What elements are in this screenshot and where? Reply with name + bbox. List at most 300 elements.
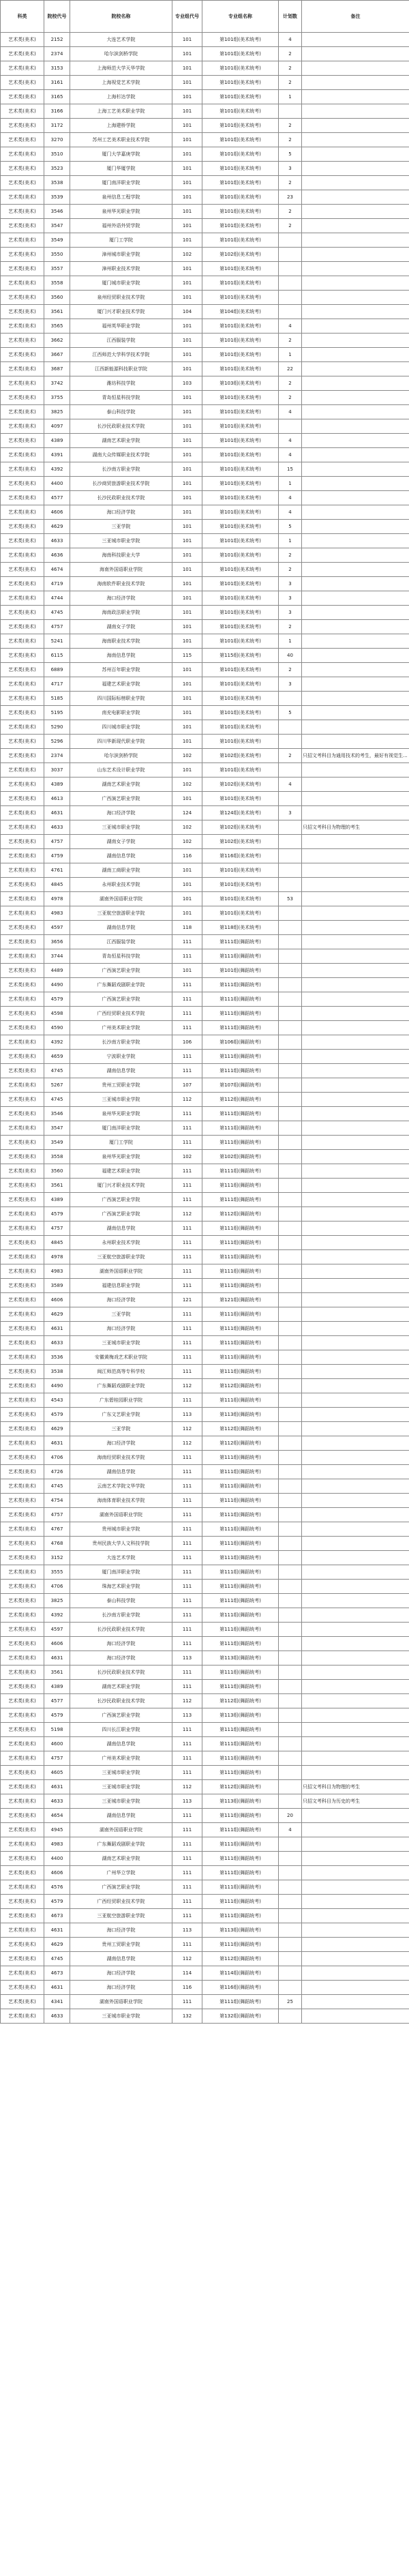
cell-plan-count <box>279 1479 302 1494</box>
cell-plan-count <box>279 1651 302 1665</box>
table-row <box>1 1465 409 1479</box>
cell-category: 艺术类(美术) <box>1 563 44 577</box>
cell-school-name: 海口经济学院 <box>70 1436 172 1451</box>
cell-remarks <box>302 1236 409 1250</box>
cell-group-name: 第111组(舞蹈统考) <box>202 1665 279 1680</box>
cell-category: 艺术类(美术) <box>1 1322 44 1336</box>
cell-plan-count: 4 <box>279 505 302 520</box>
cell-remarks <box>302 563 409 577</box>
cell-group-code: 111 <box>172 1522 202 1537</box>
cell-group-code: 102 <box>172 820 202 835</box>
cell-group-code: 101 <box>172 147 202 162</box>
cell-category: 艺术类(美术) <box>1 1766 44 1780</box>
cell-school-code: 4389 <box>44 1680 70 1694</box>
cell-group-name: 第101组(美术统考) <box>202 76 279 90</box>
cell-group-name: 第112组(舞蹈统考) <box>202 1952 279 1966</box>
cell-group-code: 111 <box>172 1508 202 1522</box>
cell-school-name: 上海工艺美术职业学院 <box>70 104 172 119</box>
cell-school-name: 泉州华光职业学院 <box>70 205 172 219</box>
cell-group-name: 第101组(美术统考) <box>202 334 279 348</box>
cell-group-name: 第102组(美术统考) <box>202 248 279 262</box>
table-row <box>1 176 409 190</box>
cell-group-name: 第111组(舞蹈统考) <box>202 1995 279 2009</box>
cell-category: 艺术类(美术) <box>1 1866 44 1880</box>
cell-remarks <box>302 849 409 863</box>
cell-school-code: 4598 <box>44 1007 70 1021</box>
table-row <box>1 906 409 921</box>
cell-school-name: 大连艺术学院 <box>70 33 172 47</box>
cell-school-name: 海口经济学院 <box>70 505 172 520</box>
cell-school-name: 广西演艺职业学院 <box>70 964 172 978</box>
table-row <box>1 1708 409 1723</box>
cell-group-code: 111 <box>172 1336 202 1350</box>
cell-category: 艺术类(美术) <box>1 1408 44 1422</box>
cell-group-code: 113 <box>172 1794 202 1809</box>
cell-school-name: 上海杉达学院 <box>70 90 172 104</box>
cell-category: 艺术类(美术) <box>1 1837 44 1852</box>
cell-group-name: 第111组(舞蹈统考) <box>202 1880 279 1895</box>
cell-plan-count <box>279 1307 302 1322</box>
cell-category: 艺术类(美术) <box>1 548 44 563</box>
table-row <box>1 1164 409 1179</box>
table-row <box>1 548 409 563</box>
table-row <box>1 1508 409 1522</box>
cell-plan-count: 1 <box>279 90 302 104</box>
cell-group-name: 第111组(舞蹈统考) <box>202 949 279 964</box>
cell-school-code: 3755 <box>44 391 70 405</box>
cell-school-code: 4341 <box>44 1995 70 2009</box>
cell-group-name: 第102组(舞蹈统考) <box>202 1150 279 1164</box>
table-row <box>1 104 409 119</box>
cell-school-name: 长沙民政职业技术学院 <box>70 1665 172 1680</box>
cell-category: 艺术类(美术) <box>1 663 44 677</box>
cell-plan-count <box>279 1293 302 1307</box>
cell-group-code: 111 <box>172 1995 202 2009</box>
cell-school-code: 4392 <box>44 1035 70 1050</box>
table-row <box>1 1322 409 1336</box>
cell-school-code: 3557 <box>44 262 70 276</box>
cell-school-code: 4745 <box>44 1952 70 1966</box>
cell-school-name: 三亚城市职业学院 <box>70 820 172 835</box>
cell-group-code: 101 <box>172 162 202 176</box>
table-row <box>1 1451 409 1465</box>
cell-group-name: 第106组(舞蹈统考) <box>202 1035 279 1050</box>
cell-group-name: 第101组(美术统考) <box>202 735 279 749</box>
cell-group-code: 111 <box>172 1494 202 1508</box>
cell-group-code: 113 <box>172 1708 202 1723</box>
cell-category: 艺术类(美术) <box>1 1136 44 1150</box>
cell-category: 艺术类(美术) <box>1 1751 44 1766</box>
cell-school-code: 4945 <box>44 1823 70 1837</box>
cell-remarks <box>302 863 409 878</box>
cell-group-name: 第111组(舞蹈统考) <box>202 1021 279 1035</box>
cell-school-code: 4631 <box>44 1436 70 1451</box>
cell-category: 艺术类(美术) <box>1 176 44 190</box>
table-row <box>1 1279 409 1293</box>
cell-remarks <box>302 1522 409 1537</box>
cell-plan-count <box>279 1508 302 1522</box>
cell-plan-count <box>279 735 302 749</box>
cell-category: 艺术类(美术) <box>1 205 44 219</box>
cell-remarks <box>302 1923 409 1938</box>
table-row <box>1 33 409 47</box>
cell-group-name: 第111组(舞蹈统考) <box>202 1164 279 1179</box>
cell-school-code: 4097 <box>44 419 70 434</box>
cell-group-name: 第101组(美术统考) <box>202 720 279 735</box>
cell-plan-count: 40 <box>279 649 302 663</box>
cell-plan-count <box>279 1150 302 1164</box>
cell-group-code: 111 <box>172 1264 202 1279</box>
cell-group-code: 111 <box>172 1909 202 1923</box>
cell-remarks <box>302 1665 409 1680</box>
cell-group-name: 第111组(舞蹈统考) <box>202 1494 279 1508</box>
cell-plan-count <box>279 1852 302 1866</box>
table-row <box>1 434 409 448</box>
cell-group-code: 101 <box>172 419 202 434</box>
cell-plan-count <box>279 1436 302 1451</box>
cell-school-code: 4490 <box>44 978 70 992</box>
table-row <box>1 376 409 391</box>
cell-group-code: 111 <box>172 1007 202 1021</box>
cell-remarks <box>302 1594 409 1608</box>
cell-plan-count <box>279 863 302 878</box>
cell-school-code: 5198 <box>44 1723 70 1737</box>
cell-group-name: 第107组(舞蹈统考) <box>202 1078 279 1093</box>
cell-group-code: 112 <box>172 1952 202 1966</box>
cell-group-code: 111 <box>172 1766 202 1780</box>
cell-school-name: 湖南工商职业学院 <box>70 863 172 878</box>
cell-plan-count: 2 <box>279 205 302 219</box>
cell-group-name: 第111组(舞蹈统考) <box>202 1307 279 1322</box>
cell-group-name: 第101组(美术统考) <box>202 176 279 190</box>
table-row <box>1 1823 409 1837</box>
cell-school-code: 4673 <box>44 1966 70 1981</box>
cell-group-code: 101 <box>172 190 202 205</box>
cell-school-code: 3538 <box>44 176 70 190</box>
table-row <box>1 1551 409 1565</box>
cell-remarks <box>302 1336 409 1350</box>
cell-remarks <box>302 1723 409 1737</box>
cell-school-name: 长沙民政职业技术学院 <box>70 1623 172 1637</box>
cell-group-name: 第101组(美术统考) <box>202 634 279 649</box>
cell-group-code: 111 <box>172 1737 202 1751</box>
cell-group-code: 111 <box>172 935 202 949</box>
cell-remarks <box>302 248 409 262</box>
cell-plan-count: 2 <box>279 548 302 563</box>
cell-group-name: 第101组(美术统考) <box>202 491 279 505</box>
cell-category: 艺术类(美术) <box>1 806 44 820</box>
cell-plan-count <box>279 1981 302 1995</box>
cell-plan-count <box>279 1422 302 1436</box>
cell-school-name: 宁波职业学院 <box>70 1050 172 1064</box>
table-row <box>1 1350 409 1365</box>
cell-category: 艺术类(美术) <box>1 1665 44 1680</box>
cell-group-code: 118 <box>172 921 202 935</box>
cell-remarks <box>302 949 409 964</box>
cell-remarks <box>302 462 409 477</box>
cell-school-code: 3549 <box>44 1136 70 1150</box>
cell-plan-count: 5 <box>279 520 302 534</box>
cell-plan-count <box>279 1551 302 1565</box>
cell-plan-count: 1 <box>279 477 302 491</box>
cell-plan-count <box>279 1179 302 1193</box>
cell-school-code: 4605 <box>44 1766 70 1780</box>
cell-school-code: 3161 <box>44 76 70 90</box>
cell-category: 艺术类(美术) <box>1 1379 44 1393</box>
cell-school-code: 4983 <box>44 1837 70 1852</box>
cell-school-code: 3172 <box>44 119 70 133</box>
cell-plan-count <box>279 233 302 248</box>
cell-group-name: 第111组(舞蹈统考) <box>202 1680 279 1694</box>
table-row <box>1 1852 409 1866</box>
cell-group-name: 第112组(舞蹈统考) <box>202 1207 279 1222</box>
cell-plan-count <box>279 1923 302 1938</box>
cell-group-code: 132 <box>172 2009 202 2024</box>
cell-group-name: 第101组(美术统考) <box>202 563 279 577</box>
cell-group-code: 101 <box>172 405 202 419</box>
cell-group-code: 111 <box>172 1222 202 1236</box>
cell-category: 艺术类(美术) <box>1 964 44 978</box>
cell-category: 艺术类(美术) <box>1 1823 44 1837</box>
cell-group-name: 第101组(美术统考) <box>202 663 279 677</box>
table-row <box>1 706 409 720</box>
cell-group-name: 第111组(舞蹈统考) <box>202 1336 279 1350</box>
cell-remarks <box>302 634 409 649</box>
cell-group-name: 第101组(舞蹈统考) <box>202 964 279 978</box>
cell-remarks <box>302 1150 409 1164</box>
cell-group-name: 第101组(美术统考) <box>202 906 279 921</box>
cell-group-name: 第111组(舞蹈统考) <box>202 1350 279 1365</box>
cell-school-code: 3546 <box>44 205 70 219</box>
cell-category: 艺术类(美术) <box>1 1565 44 1580</box>
table-row <box>1 319 409 334</box>
table-row <box>1 233 409 248</box>
table-row <box>1 835 409 849</box>
cell-remarks <box>302 1909 409 1923</box>
cell-remarks <box>302 1766 409 1780</box>
cell-plan-count <box>279 1121 302 1136</box>
cell-school-name: 永州职业技术学院 <box>70 1236 172 1250</box>
cell-remarks <box>302 1537 409 1551</box>
cell-category: 艺术类(美术) <box>1 1680 44 1694</box>
table-row <box>1 992 409 1007</box>
table-row <box>1 1150 409 1164</box>
cell-school-code: 4631 <box>44 806 70 820</box>
cell-school-name: 泉州华光职业学院 <box>70 1150 172 1164</box>
cell-school-code: 4389 <box>44 434 70 448</box>
table-row <box>1 1436 409 1451</box>
cell-school-name: 海南科技职业大学 <box>70 548 172 563</box>
cell-school-name: 三亚学院 <box>70 520 172 534</box>
cell-category: 艺术类(美术) <box>1 405 44 419</box>
cell-remarks <box>302 1035 409 1050</box>
cell-category: 艺术类(美术) <box>1 720 44 735</box>
cell-school-code: 4577 <box>44 491 70 505</box>
cell-remarks <box>302 176 409 190</box>
cell-group-code: 111 <box>172 1751 202 1766</box>
cell-remarks <box>302 706 409 720</box>
cell-group-name: 第111组(舞蹈统考) <box>202 1751 279 1766</box>
cell-group-name: 第112组(舞蹈统考) <box>202 1694 279 1708</box>
cell-plan-count: 3 <box>279 806 302 820</box>
cell-group-name: 第101组(美术统考) <box>202 419 279 434</box>
cell-category: 艺术类(美术) <box>1 1794 44 1809</box>
cell-remarks <box>302 505 409 520</box>
cell-remarks <box>302 1007 409 1021</box>
cell-school-code: 4400 <box>44 1852 70 1866</box>
cell-category: 艺术类(美术) <box>1 878 44 892</box>
cell-group-code: 111 <box>172 1236 202 1250</box>
cell-plan-count <box>279 1222 302 1236</box>
table-row <box>1 1565 409 1580</box>
cell-group-name: 第111组(舞蹈统考) <box>202 1737 279 1751</box>
cell-school-name: 湖南信息学院 <box>70 1737 172 1751</box>
cell-category: 艺术类(美术) <box>1 276 44 291</box>
cell-school-name: 厦门大学嘉庚学院 <box>70 147 172 162</box>
cell-group-name: 第101组(美术统考) <box>202 205 279 219</box>
table-row <box>1 1794 409 1809</box>
cell-category: 艺术类(美术) <box>1 448 44 462</box>
cell-group-name: 第101组(美术统考) <box>202 190 279 205</box>
table-row <box>1 1293 409 1307</box>
cell-category: 艺术类(美术) <box>1 1264 44 1279</box>
cell-category: 艺术类(美术) <box>1 419 44 434</box>
cell-group-code: 101 <box>172 663 202 677</box>
cell-category: 艺术类(美术) <box>1 1007 44 1021</box>
cell-school-name: 广西演艺职业学院 <box>70 1193 172 1207</box>
cell-school-name: 泉州华光职业学院 <box>70 1107 172 1121</box>
cell-school-code: 4717 <box>44 677 70 692</box>
cell-group-code: 101 <box>172 119 202 133</box>
table-row <box>1 1121 409 1136</box>
cell-plan-count <box>279 978 302 992</box>
cell-remarks <box>302 1981 409 1995</box>
cell-group-name: 第111组(舞蹈统考) <box>202 1522 279 1537</box>
cell-remarks <box>302 2009 409 2024</box>
cell-school-name: 三亚航空旅游职业学院 <box>70 906 172 921</box>
cell-group-code: 111 <box>172 1365 202 1379</box>
table-row <box>1 1780 409 1794</box>
cell-remarks <box>302 291 409 305</box>
cell-school-code: 4579 <box>44 1207 70 1222</box>
cell-group-name: 第111组(舞蹈统考) <box>202 1723 279 1737</box>
cell-group-name: 第111组(舞蹈统考) <box>202 1121 279 1136</box>
cell-school-code: 4754 <box>44 1494 70 1508</box>
cell-remarks <box>302 620 409 634</box>
table-row <box>1 1909 409 1923</box>
cell-plan-count: 4 <box>279 319 302 334</box>
cell-school-code: 3538 <box>44 1365 70 1379</box>
cell-plan-count <box>279 248 302 262</box>
cell-group-code: 111 <box>172 1852 202 1866</box>
table-row <box>1 1408 409 1422</box>
cell-school-code: 4606 <box>44 505 70 520</box>
cell-group-name: 第111组(舞蹈统考) <box>202 1451 279 1465</box>
cell-group-name: 第113组(舞蹈统考) <box>202 1408 279 1422</box>
cell-school-name: 广东文艺职业学院 <box>70 1408 172 1422</box>
cell-category: 艺术类(美术) <box>1 1780 44 1794</box>
cell-category: 艺术类(美术) <box>1 76 44 90</box>
cell-group-name: 第111组(舞蹈统考) <box>202 978 279 992</box>
cell-remarks <box>302 1064 409 1078</box>
cell-remarks <box>302 606 409 620</box>
cell-category: 艺术类(美术) <box>1 434 44 448</box>
cell-group-name: 第101组(美术统考) <box>202 477 279 491</box>
cell-school-code: 4845 <box>44 878 70 892</box>
cell-school-code: 3560 <box>44 1164 70 1179</box>
table-row <box>1 720 409 735</box>
cell-group-name: 第104组(美术统考) <box>202 305 279 319</box>
cell-group-code: 104 <box>172 305 202 319</box>
cell-remarks <box>302 305 409 319</box>
table-row <box>1 806 409 820</box>
cell-remarks <box>302 906 409 921</box>
cell-plan-count <box>279 1007 302 1021</box>
table-row <box>1 1522 409 1537</box>
cell-school-name: 长沙南方职业学院 <box>70 462 172 477</box>
table-row <box>1 1007 409 1021</box>
table-row <box>1 878 409 892</box>
cell-plan-count <box>279 1637 302 1651</box>
cell-group-name: 第101组(美术统考) <box>202 548 279 563</box>
cell-group-name: 第101组(美术统考) <box>202 133 279 147</box>
cell-group-name: 第112组(舞蹈统考) <box>202 1436 279 1451</box>
cell-plan-count: 3 <box>279 577 302 591</box>
cell-group-name: 第132组(舞蹈统考) <box>202 2009 279 2024</box>
cell-remarks <box>302 1136 409 1150</box>
cell-school-code: 4400 <box>44 477 70 491</box>
table-row <box>1 1837 409 1852</box>
cell-group-code: 111 <box>172 1938 202 1952</box>
cell-group-name: 第111组(舞蹈统考) <box>202 1608 279 1623</box>
cell-plan-count <box>279 1451 302 1465</box>
cell-remarks: 只招文考科目为历史的考生 <box>302 1794 409 1809</box>
cell-school-name: 青岛恒星科技学院 <box>70 391 172 405</box>
cell-school-code: 5296 <box>44 735 70 749</box>
cell-category: 艺术类(美术) <box>1 1336 44 1350</box>
cell-group-name: 第111组(舞蹈统考) <box>202 1551 279 1565</box>
cell-remarks <box>302 1393 409 1408</box>
cell-group-name: 第101组(美术统考) <box>202 61 279 76</box>
cell-remarks <box>302 33 409 47</box>
table-row <box>1 964 409 978</box>
cell-school-name: 永州职业技术学院 <box>70 878 172 892</box>
cell-remarks <box>302 1494 409 1508</box>
cell-group-code: 101 <box>172 606 202 620</box>
cell-remarks <box>302 548 409 563</box>
cell-group-name: 第111组(舞蹈统考) <box>202 1895 279 1909</box>
cell-remarks <box>302 1436 409 1451</box>
cell-remarks <box>302 405 409 419</box>
cell-group-name: 第101组(美术统考) <box>202 863 279 878</box>
cell-school-code: 3547 <box>44 1121 70 1136</box>
cell-school-code: 4631 <box>44 1780 70 1794</box>
cell-school-name: 广西演艺职业学院 <box>70 1708 172 1723</box>
table-row <box>1 491 409 505</box>
cell-school-code: 4633 <box>44 1336 70 1350</box>
cell-school-name: 广西演艺职业学院 <box>70 1207 172 1222</box>
cell-school-name: 广西演艺职业学院 <box>70 1880 172 1895</box>
cell-group-code: 111 <box>172 1121 202 1136</box>
cell-group-code: 111 <box>172 1866 202 1880</box>
cell-plan-count <box>279 1909 302 1923</box>
cell-group-code: 101 <box>172 291 202 305</box>
cell-plan-count <box>279 992 302 1007</box>
cell-category: 艺术类(美术) <box>1 334 44 348</box>
cell-remarks <box>302 720 409 735</box>
cell-group-name: 第113组(舞蹈统考) <box>202 1923 279 1938</box>
cell-group-code: 102 <box>172 749 202 763</box>
